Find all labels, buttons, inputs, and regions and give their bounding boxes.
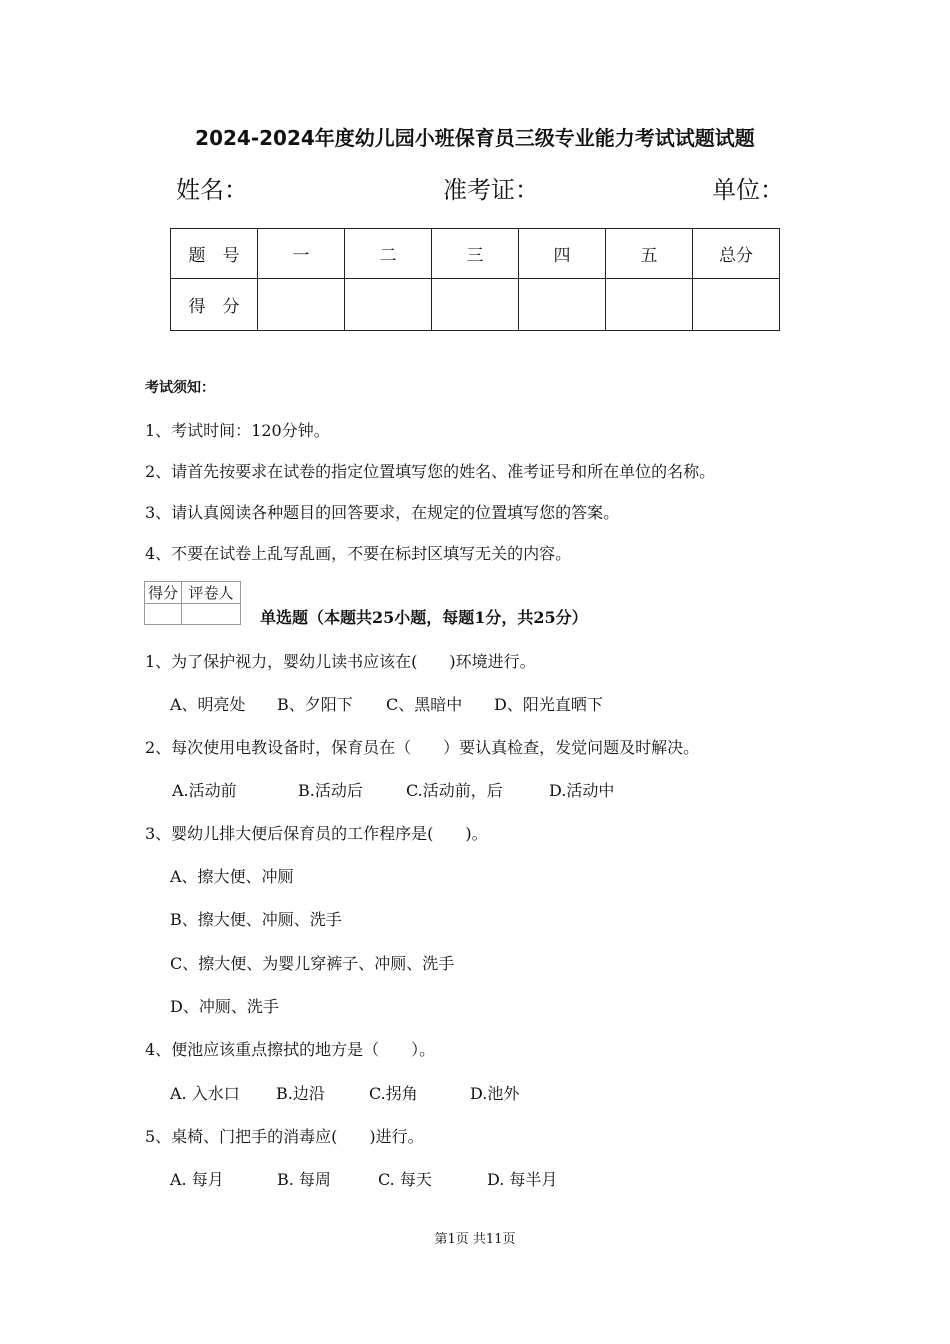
- section-title: 单选题（本题共25小题，每题1分，共25分）: [260, 608, 588, 627]
- option: C、擦大便、为婴儿穿裤子、冲厕、洗手: [170, 954, 455, 973]
- score-table-score-row: [171, 279, 780, 331]
- grader-box-score-cell: [145, 604, 182, 625]
- grader-box-score-label: 得分: [145, 582, 182, 604]
- notice-item: 1、考试时间：120分钟。: [145, 421, 330, 440]
- option: A.活动前: [172, 781, 237, 800]
- grader-box-grader-cell: [182, 604, 241, 625]
- score-cell: [693, 279, 780, 331]
- score-row-label: 得 分: [171, 279, 258, 331]
- option: D.活动中: [549, 781, 615, 800]
- option: B. 每周: [277, 1170, 331, 1189]
- option: B、夕阳下: [277, 695, 353, 714]
- notice-heading: 考试须知：: [145, 380, 215, 396]
- score-table-header-cell: 四: [519, 229, 606, 279]
- score-table-header-cell: 二: [345, 229, 432, 279]
- option: B、擦大便、冲厕、洗手: [170, 910, 342, 929]
- option: A. 入水口: [170, 1084, 240, 1103]
- option: C.拐角: [369, 1084, 418, 1103]
- question-text: 3、婴幼儿排大便后保育员的工作程序是( )。: [145, 824, 488, 843]
- grader-box: [144, 581, 241, 625]
- unit-field-label: 单位：: [712, 176, 784, 204]
- score-cell: [606, 279, 693, 331]
- score-table-header-cell: 五: [606, 229, 693, 279]
- score-cell: [432, 279, 519, 331]
- score-table-header-row: [171, 229, 780, 279]
- option: C. 每天: [378, 1170, 432, 1189]
- score-cell: [345, 279, 432, 331]
- option: B.活动后: [298, 781, 363, 800]
- page-title: 2024-2024年度幼儿园小班保育员三级专业能力考试试题试题: [195, 126, 755, 150]
- question-text: 5、桌椅、门把手的消毒应( )进行。: [145, 1127, 424, 1146]
- option: A. 每月: [170, 1170, 224, 1189]
- question-text: 1、为了保护视力，婴幼儿读书应该在( )环境进行。: [145, 652, 536, 671]
- notice-item: 3、请认真阅读各种题目的回答要求，在规定的位置填写您的答案。: [145, 503, 620, 522]
- name-field-label: 姓名：: [176, 176, 248, 204]
- notice-item: 2、请首先按要求在试卷的指定位置填写您的姓名、准考证号和所在单位的名称。: [145, 462, 716, 481]
- option: D、冲厕、洗手: [170, 997, 279, 1016]
- score-table-header-cell: 三: [432, 229, 519, 279]
- question-text: 2、每次使用电教设备时，保育员在（ ）要认真检查，发觉问题及时解决。: [145, 738, 700, 757]
- option: C.活动前，后: [406, 781, 503, 800]
- score-table: [170, 228, 780, 331]
- option: B.边沿: [276, 1084, 325, 1103]
- score-table-header-cell: 一: [258, 229, 345, 279]
- grader-box-grader-label: 评卷人: [182, 582, 241, 604]
- exam-id-field-label: 准考证：: [443, 176, 539, 204]
- score-cell: [258, 279, 345, 331]
- option: D、阳光直晒下: [494, 695, 603, 714]
- option: D. 每半月: [487, 1170, 558, 1189]
- notice-item: 4、不要在试卷上乱写乱画，不要在标封区填写无关的内容。: [145, 544, 572, 563]
- question-text: 4、便池应该重点擦拭的地方是（ ）。: [145, 1040, 436, 1059]
- score-table-header-cell: 题 号: [171, 229, 258, 279]
- option: D.池外: [470, 1084, 520, 1103]
- score-cell: [519, 279, 606, 331]
- option: A、擦大便、冲厕: [170, 867, 294, 886]
- score-table-header-cell: 总分: [693, 229, 780, 279]
- option: A、明亮处: [170, 695, 246, 714]
- option: C、黑暗中: [386, 695, 463, 714]
- page-footer: 第1页 共11页: [434, 1232, 516, 1247]
